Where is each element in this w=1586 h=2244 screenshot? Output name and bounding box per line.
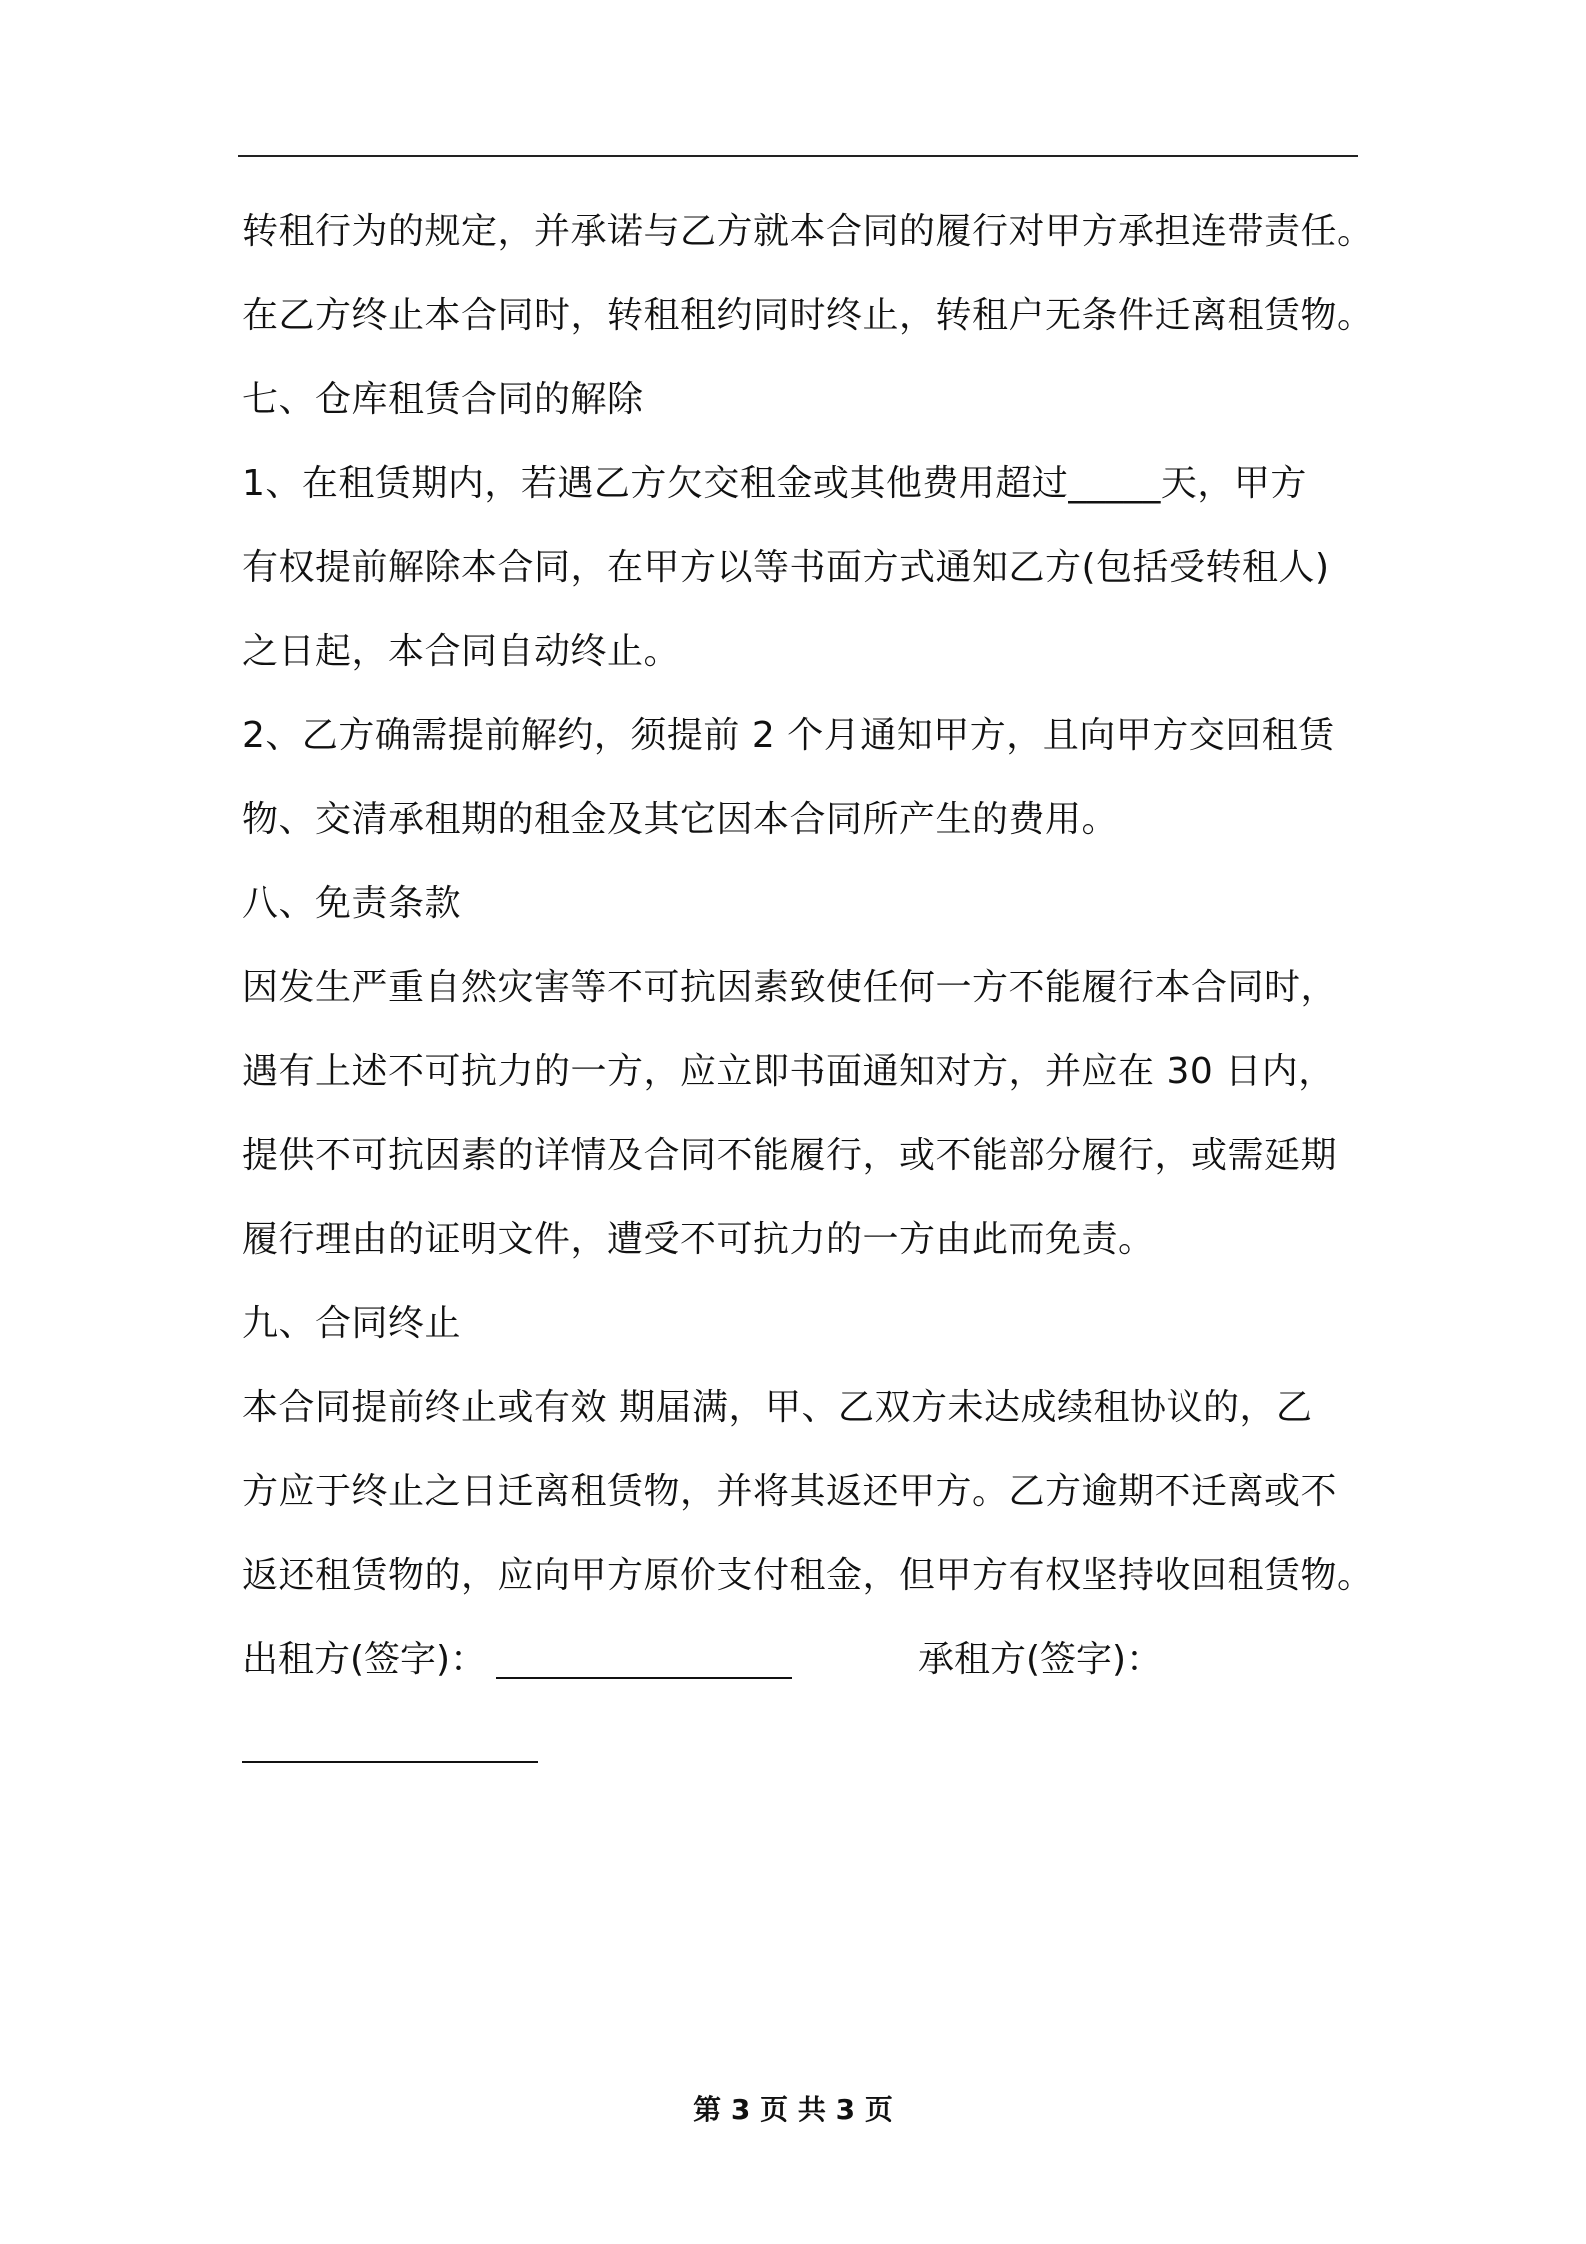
paragraph-line: 履行理由的证明文件，遭受不可抗力的一方由此而免责。 [242,1219,1155,1260]
lessor-signature-label: 出租方(签字)： [242,1639,487,1680]
section-heading: 七、仓库租赁合同的解除 [242,379,644,420]
paragraph-line: 物、交清承租期的租金及其它因本合同所产生的费用。 [242,799,1119,840]
section-heading: 九、合同终止 [242,1303,462,1344]
section-heading: 八、免责条款 [242,883,462,924]
lessee-signature-blank [242,1727,538,1763]
paragraph-line: 2、乙方确需提前解约，须提前 2 个月通知甲方，且向甲方交回租赁 [242,715,1335,756]
paragraph-line: 返还租赁物的，应向甲方原价支付租金，但甲方有权坚持收回租赁物。 [242,1555,1374,1596]
paragraph-line: 转租行为的规定，并承诺与乙方就本合同的履行对甲方承担连带责任。 [242,211,1374,252]
paragraph-line: 因发生严重自然灾害等不可抗因素致使任何一方不能履行本合同时， [242,967,1338,1008]
paragraph-line: 遇有上述不可抗力的一方，应立即书面通知对方，并应在 30 日内， [242,1051,1335,1092]
signature-row-continued [242,1702,1372,1786]
paragraph-line: 有权提前解除本合同，在甲方以等书面方式通知乙方(包括受转租人) [242,547,1330,588]
contract-body [242,190,1372,1786]
paragraph-line: 1、在租赁期内，若遇乙方欠交租金或其他费用超过_____天，甲方 [242,463,1307,504]
paragraph-line: 之日起，本合同自动终止。 [242,631,681,672]
signature-row [242,1618,1372,1702]
paragraph-line: 方应于终止之日迁离租赁物，并将其返还甲方。乙方逾期不迁离或不 [242,1471,1338,1512]
paragraph-line: 提供不可抗因素的详情及合同不能履行，或不能部分履行，或需延期 [242,1135,1338,1176]
lessor-signature [242,1618,792,1702]
lessee-signature-label: 承租方(签字)： [918,1639,1163,1680]
paragraph-line: 在乙方终止本合同时，转租租约同时终止，转租户无条件迁离租赁物。 [242,295,1374,336]
page-number: 第 3 页 共 3 页 [693,2093,893,2126]
header-divider [238,155,1358,157]
paragraph-line: 本合同提前终止或有效 期届满，甲、乙双方未达成续租协议的，乙 [242,1387,1313,1428]
lessor-signature-blank [496,1643,792,1679]
